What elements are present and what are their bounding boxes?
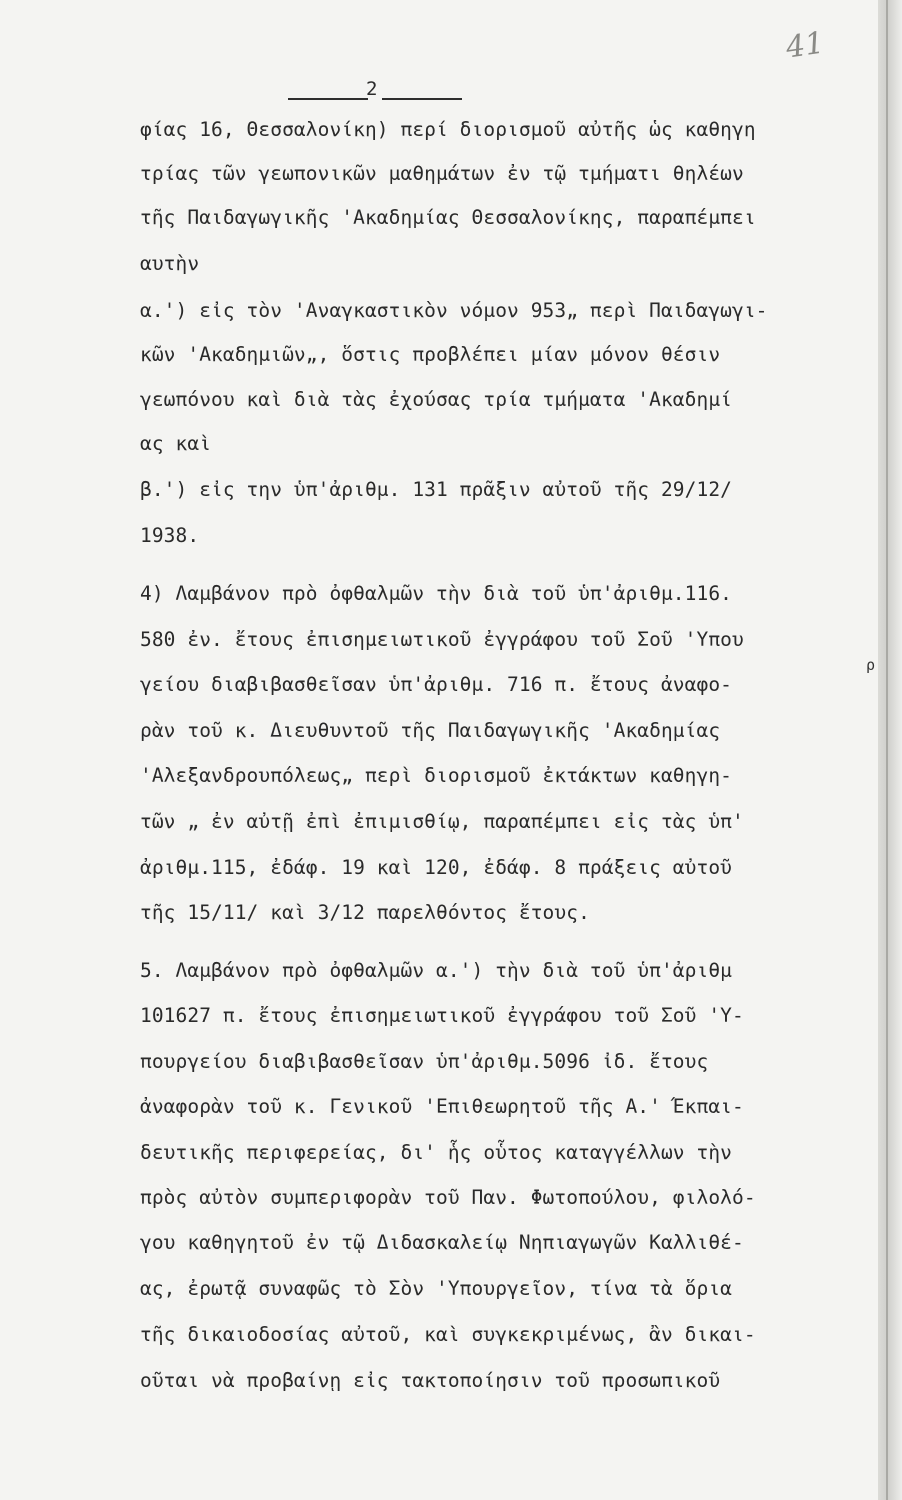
text-line: πουργείου διαβιβασθεῖσαν ὑπ'ἀριθμ.5096 ἰδ. ἔτους bbox=[140, 1050, 709, 1073]
text-line: οῦται νὰ προβαίνῃ εἰς τακτοποίησιν τοῦ προσωπικοῦ bbox=[140, 1369, 721, 1392]
text-line: τῆς δικαιοδοσίας αὐτοῦ, καὶ συγκεκριμένως, ἂν δικαι- bbox=[140, 1323, 756, 1346]
text-line: τρίας τῶν γεωπονικῶν μαθημάτων ἐν τῷ τμήματι θηλέων bbox=[140, 162, 744, 185]
text-line: τῆς Παιδαγωγικῆς 'Ακαδημίας Θεσσαλονίκης, παραπέμπει bbox=[140, 206, 756, 229]
text-line: τῶν „ ἐν αὐτῇ ἐπὶ ἐπιμισθίῳ, παραπέμπει εἰς τὰς ὑπ' bbox=[140, 810, 744, 833]
text-line: γου καθηγητοῦ ἐν τῷ Διδασκαλείῳ Νηπιαγωγῶν Καλλιθέ- bbox=[140, 1231, 744, 1254]
text-line: ἀριθμ.115, ἐδάφ. 19 καὶ 120, ἐδάφ. 8 πράξεις αὐτοῦ bbox=[140, 856, 732, 879]
text-line: 'Αλεξανδρουπόλεως„ περὶ διορισμοῦ ἐκτάκτων καθηγη- bbox=[140, 764, 732, 787]
page-number: 2 bbox=[366, 78, 378, 100]
header-rule-left bbox=[288, 98, 368, 100]
text-line: ἀναφορὰν τοῦ κ. Γενικοῦ 'Επιθεωρητοῦ τῆς Α.' Έκπαι- bbox=[140, 1095, 744, 1118]
text-line: 101627 π. ἔτους ἐπισημειωτικοῦ ἐγγράφου τοῦ Σοῦ 'Υ- bbox=[140, 1004, 744, 1027]
text-line: γείου διαβιβασθεῖσαν ὑπ'ἀριθμ. 716 π. ἔτους ἀναφο- bbox=[140, 673, 732, 696]
margin-mark: ρ bbox=[866, 656, 876, 674]
text-line: 5. Λαμβάνον πρὸ ὀφθαλμῶν α.') τὴν διὰ τοῦ ὑπ'ἀριθμ bbox=[140, 959, 732, 982]
text-line: κῶν 'Ακαδημιῶν„, ὅστις προβλέπει μίαν μόνον θέσιν bbox=[140, 343, 721, 366]
text-line: δευτικῆς περιφερείας, δι' ἧς οὗτος καταγγέλλων τὴν bbox=[140, 1141, 732, 1164]
text-line: α.') εἰς τὸν 'Αναγκαστικὸν νόμον 953„ περὶ Παιδαγωγι- bbox=[140, 299, 768, 322]
text-line: ρὰν τοῦ κ. Διευθυντοῦ τῆς Παιδαγωγικῆς 'Ακαδημίας bbox=[140, 719, 721, 742]
header-rule-right bbox=[382, 98, 462, 100]
text-line: 4) Λαμβάνον πρὸ ὀφθαλμῶν τὴν διὰ τοῦ ὑπ'ἀριθμ.116. bbox=[140, 582, 732, 605]
page-edge bbox=[878, 0, 902, 1500]
text-line: πρὸς αὐτὸν συμπεριφορὰν τοῦ Παν. Φωτοπούλου, φιλολό- bbox=[140, 1186, 756, 1209]
text-line: ας, ἐρωτᾷ συναφῶς τὸ Σὸν 'Υπουργεῖον, τίνα τὰ ὅρια bbox=[140, 1277, 732, 1300]
text-line: αυτὴν bbox=[140, 252, 200, 275]
text-line: ας καὶ bbox=[140, 432, 212, 455]
text-line: 580 ἐν. ἔτους ἐπισημειωτικοῦ ἐγγράφου τοῦ Σοῦ 'Υπου bbox=[140, 628, 744, 651]
text-line: β.') εἰς την ὑπ'ἀριθμ. 131 πρᾶξιν αὐτοῦ τῆς 29/12/ bbox=[140, 478, 732, 501]
page-edge-line bbox=[886, 0, 888, 1500]
text-line: 1938. bbox=[140, 524, 200, 547]
text-line: φίας 16, Θεσσαλονίκη) περί διορισμοῦ αὐτῆς ὡς καθηγη bbox=[140, 118, 756, 141]
text-line: τῆς 15/11/ καὶ 3/12 παρελθόντος ἔτους. bbox=[140, 901, 590, 924]
text-line: γεωπόνου καὶ διὰ τὰς ἐχούσας τρία τμήματα 'Ακαδημί bbox=[140, 388, 732, 411]
folio-number: 41 bbox=[783, 25, 827, 66]
